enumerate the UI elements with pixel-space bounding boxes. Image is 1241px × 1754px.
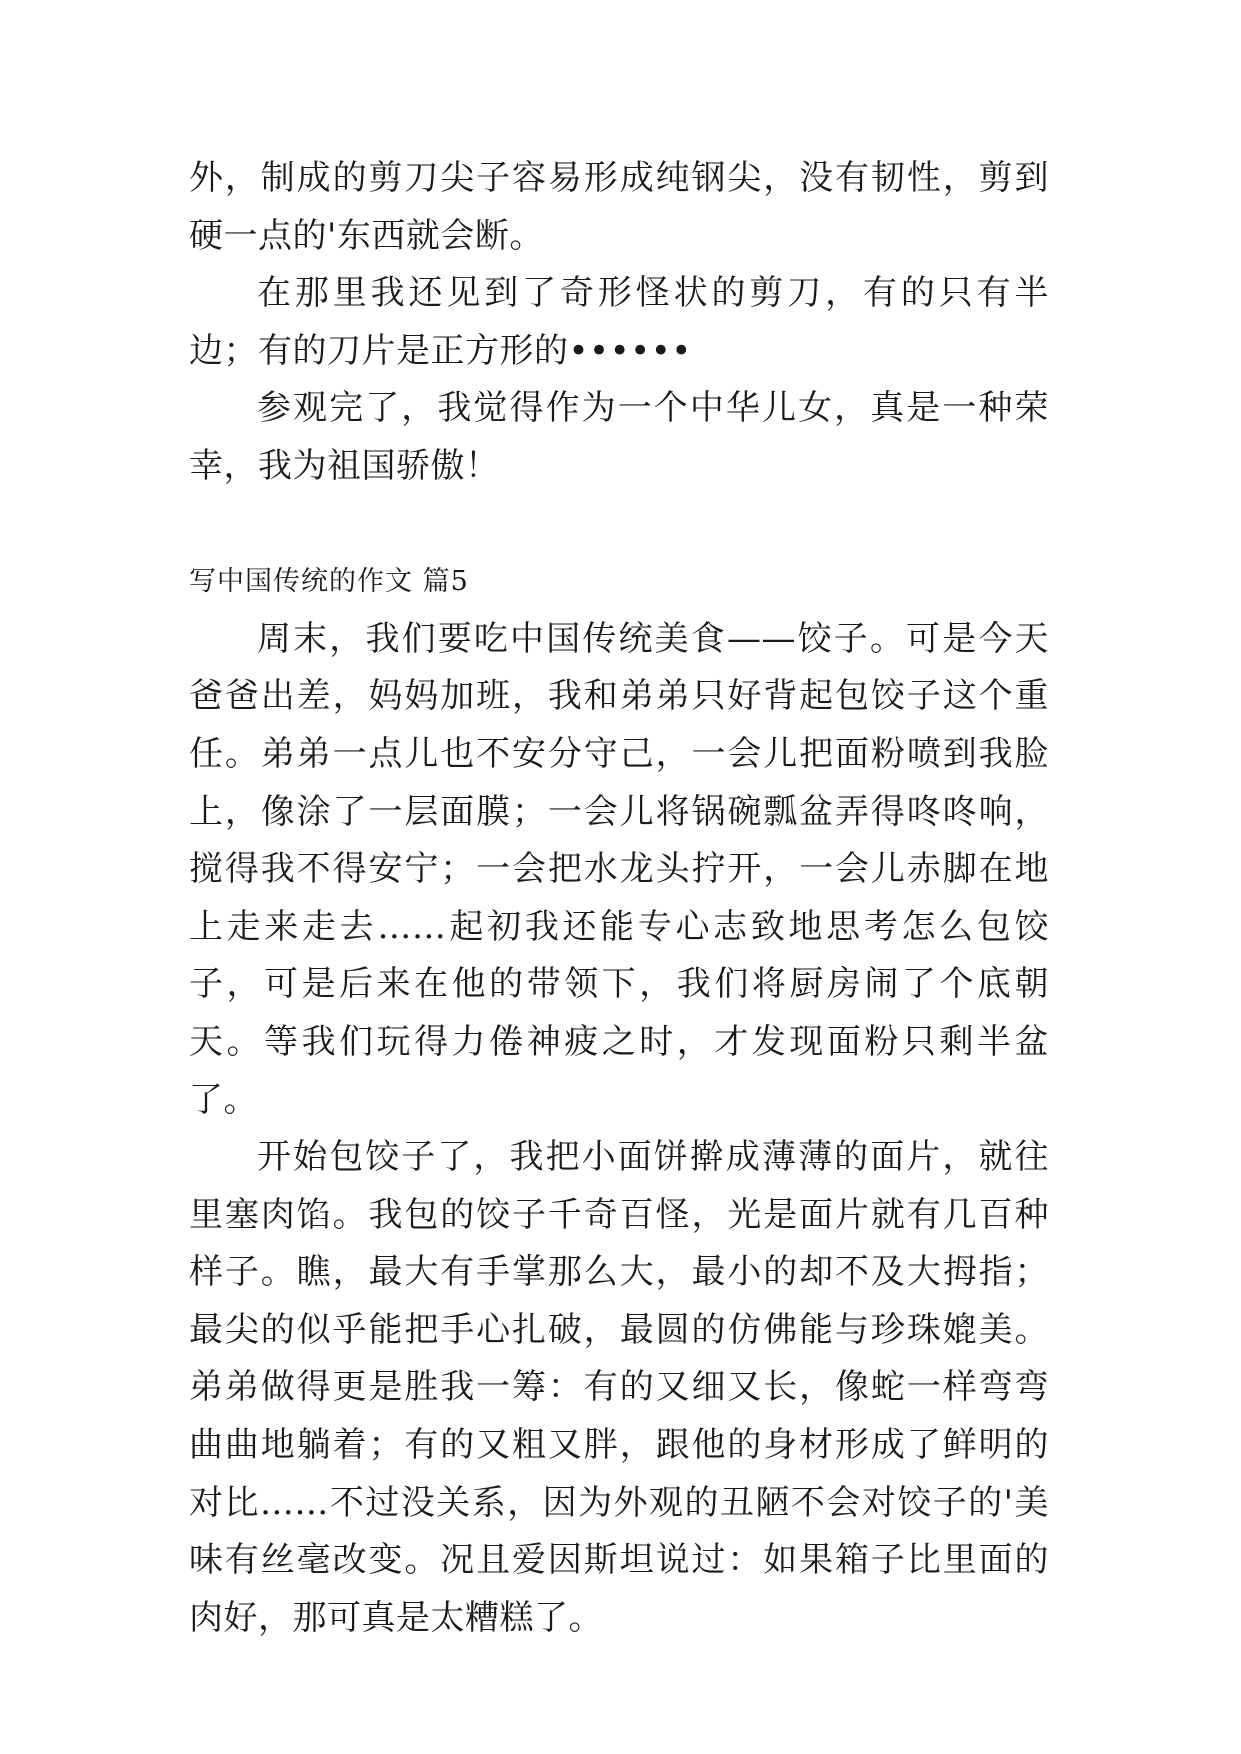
paragraph-making-dumplings: 开始包饺子了，我把小面饼擀成薄薄的面片，就往里塞肉馅。我包的饺子千奇百怪，光是面片就有几百种样子。瞧，最大有手掌那么大，最小的却不及大拇指；最尖的似乎能把手心扎破，最圆的仿佛能与珍珠媲美。弟弟做得更是胜我一筹：有的又细又长，像蛇一样弯弯曲曲地躺着；有的又粗又胖，跟他的身材形成了鲜明的对比……不过没关系，因为外观的丑陋不会对饺子的'美味有丝毫改变。况且爱因斯坦说过：如果箱子比里面的肉好，那可真是太糟糕了。	[189, 1137, 1049, 1638]
paragraph-weekend-dumplings: 周末，我们要吃中国传统美食——饺子。可是今天爸爸出差，妈妈加班，我和弟弟只好背起包饺子这个重任。弟弟一点儿也不安分守己，一会儿把面粉喷到我脸上，像涂了一层面膜；一会儿将锅碗瓢盆弄得咚咚响，搅得我不得安宁；一会把水龙头拧开，一会儿赤脚在地上走来走去……起初我还能专心志致地思考怎么包饺子，可是后来在他的带领下，我们将厨房闹了个底朝天。等我们玩得力倦神疲之时，才发现面粉只剩半盆了。	[189, 618, 1049, 1120]
paragraph-continued: 外，制成的剪刀尖子容易形成纯钢尖，没有韧性，剪到硬一点的'东西就会断。	[189, 158, 1049, 256]
paragraph-conclusion: 参观完了，我觉得作为一个中华儿女，真是一种荣幸，我为祖国骄傲！	[189, 388, 1049, 486]
section-title: 写中国传统的作文 篇5	[189, 566, 469, 598]
document-body	[189, 150, 1049, 1647]
paragraph-scissors-shapes: 在那里我还见到了奇形怪状的剪刀，有的只有半边；有的刀片是正方形的••••••	[189, 273, 1049, 371]
